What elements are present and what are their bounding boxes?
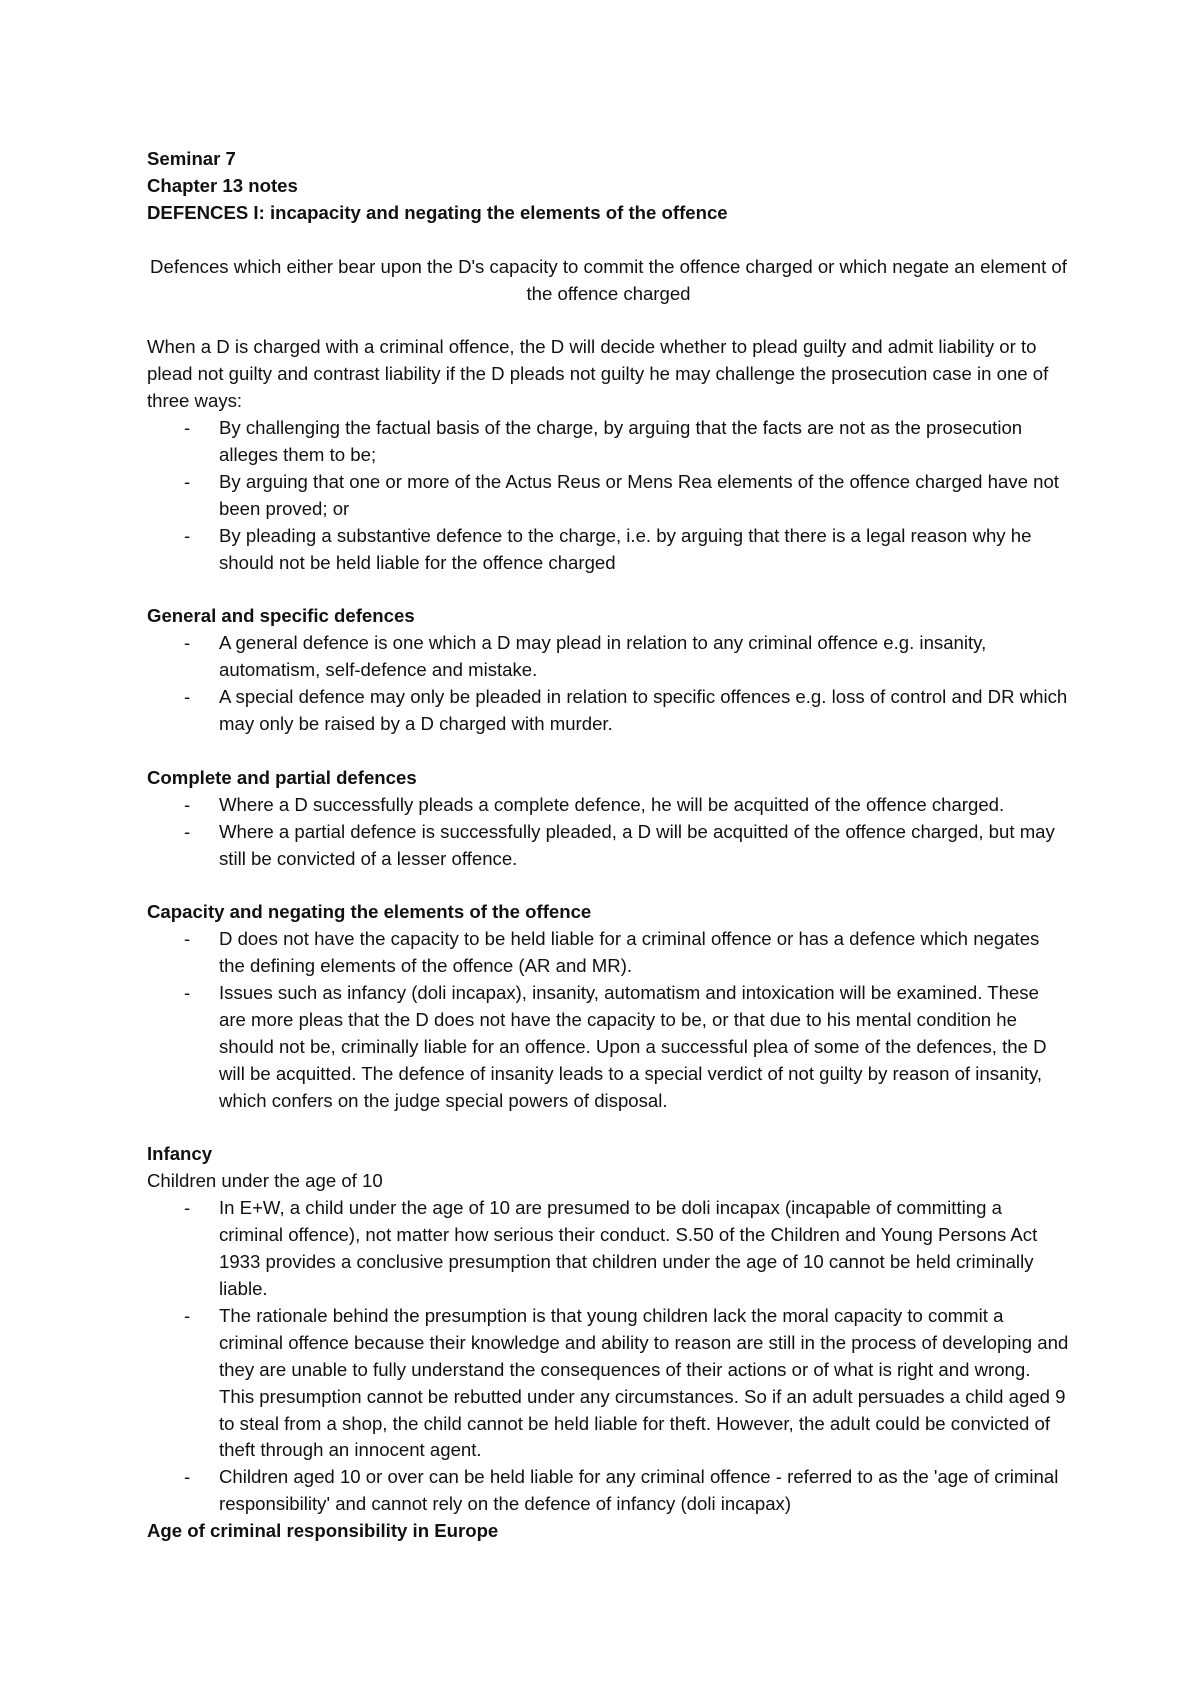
capacity-list bbox=[147, 926, 1070, 1114]
section-heading-europe: Age of criminal responsibility in Europe bbox=[147, 1520, 499, 1542]
section-heading-infancy: Infancy bbox=[147, 1143, 213, 1165]
spacer bbox=[147, 872, 1070, 899]
chapter-title: Chapter 13 notes bbox=[147, 174, 298, 196]
intro-list bbox=[147, 415, 1070, 576]
subtitle: Defences which either bear upon the D's capacity to commit the offence charged or which negate an element of the offence charged bbox=[150, 255, 1067, 304]
dash-bullet: - bbox=[184, 417, 191, 439]
list-item-text: In E+W, a child under the age of 10 are presumed to be doli incapax (incapable of committing a criminal offence), not matter how serious their conduct. S.50 of the Children and Young Persons Act 1933 provides a conclusive presumption that children under the age of 10 cannot be held criminally liable. bbox=[219, 1197, 1038, 1299]
list-item bbox=[147, 926, 1070, 980]
list-item bbox=[147, 1464, 1070, 1518]
spacer bbox=[147, 1115, 1070, 1142]
list-item-text: Children aged 10 or over can be held liable for any criminal offence - referred to as the 'age of criminal responsibility' and cannot rely on the defence of infancy (doli incapax) bbox=[219, 1466, 1059, 1515]
spacer bbox=[147, 227, 1070, 254]
list-item-text: A general defence is one which a D may plead in relation to any criminal offence e.g. insanity, automatism, self-defence and mistake. bbox=[219, 632, 987, 681]
list-item bbox=[147, 523, 1070, 577]
dash-bullet: - bbox=[184, 793, 191, 815]
section-heading-capacity: Capacity and negating the elements of the offence bbox=[147, 901, 592, 923]
list-item-text: The rationale behind the presumption is that young children lack the moral capacity to commit a criminal offence because their knowledge and ability to reason are still in the process of developing and they are unable to fully understand the consequences of their actions or of what is right and wrong. This presumption cannot be rebutted under any circumstances. So if an adult persuades a child aged 9 to steal from a shop, the child cannot be held liable for theft. However, the adult could be convicted of theft through an innocent agent. bbox=[219, 1304, 1069, 1461]
dash-bullet: - bbox=[184, 686, 191, 708]
dash-bullet: - bbox=[184, 470, 191, 492]
section-heading-general-specific: General and specific defences bbox=[147, 605, 415, 627]
intro-paragraph: When a D is charged with a criminal offence, the D will decide whether to plead guilty and admit liability or to plead not guilty and contrast liability if the D pleads not guilty he may challenge the prosecution case in one of three ways: bbox=[147, 336, 1049, 412]
list-item bbox=[147, 792, 1070, 819]
general-specific-list bbox=[147, 630, 1070, 738]
spacer bbox=[147, 307, 1070, 334]
seminar-title: Seminar 7 bbox=[147, 148, 236, 169]
list-item bbox=[147, 980, 1070, 1115]
list-item-text: D does not have the capacity to be held liable for a criminal offence or has a defence which negates the defining elements of the offence (AR and MR). bbox=[219, 928, 1040, 977]
dash-bullet: - bbox=[184, 524, 191, 546]
list-item bbox=[147, 684, 1070, 738]
list-item bbox=[147, 415, 1070, 469]
list-item-text: Where a D successfully pleads a complete defence, he will be acquitted of the offence charged. bbox=[219, 793, 1005, 815]
spacer bbox=[147, 738, 1070, 765]
dash-bullet: - bbox=[184, 1304, 191, 1326]
dash-bullet: - bbox=[184, 1197, 191, 1219]
dash-bullet: - bbox=[184, 928, 191, 950]
spacer bbox=[147, 576, 1070, 603]
list-item-text: A special defence may only be pleaded in relation to specific offences e.g. loss of control and DR which may only be raised by a D charged with murder. bbox=[219, 686, 1068, 734]
list-item-text: By challenging the factual basis of the charge, by arguing that the facts are not as the prosecution alleges them to be; bbox=[219, 417, 1023, 465]
list-item bbox=[147, 819, 1070, 873]
dash-bullet: - bbox=[184, 1466, 191, 1488]
section-heading-complete-partial: Complete and partial defences bbox=[147, 766, 417, 788]
list-item-text: By arguing that one or more of the Actus Reus or Mens Rea elements of the offence charged have not been proved; or bbox=[219, 470, 1059, 519]
list-item bbox=[147, 630, 1070, 684]
dash-bullet: - bbox=[184, 982, 191, 1004]
dash-bullet: - bbox=[184, 820, 191, 842]
complete-partial-list bbox=[147, 792, 1070, 873]
list-item bbox=[147, 1195, 1070, 1303]
infancy-list bbox=[147, 1195, 1070, 1518]
list-item bbox=[147, 1303, 1070, 1464]
list-item-text: By pleading a substantive defence to the charge, i.e. by arguing that there is a legal reason why he should not be held liable for the offence charged bbox=[219, 524, 1032, 573]
list-item bbox=[147, 469, 1070, 523]
infancy-subheading: Children under the age of 10 bbox=[147, 1170, 383, 1192]
list-item-text: Issues such as infancy (doli incapax), insanity, automatism and intoxication will be examined. These are more pleas that the D does not have the capacity to be, or that due to his mental condition he should not be, criminally liable for an offence. Upon a successful plea of some of the defences, the D will be acquitted. The defence of insanity leads to a special verdict of not guilty by reason of insanity, which confers on the judge special powers of disposal. bbox=[219, 982, 1047, 1111]
dash-bullet: - bbox=[184, 632, 191, 654]
topic-title: DEFENCES I: incapacity and negating the elements of the offence bbox=[147, 201, 728, 223]
list-item-text: Where a partial defence is successfully pleaded, a D will be acquitted of the offence charged, but may still be convicted of a lesser offence. bbox=[219, 820, 1055, 869]
